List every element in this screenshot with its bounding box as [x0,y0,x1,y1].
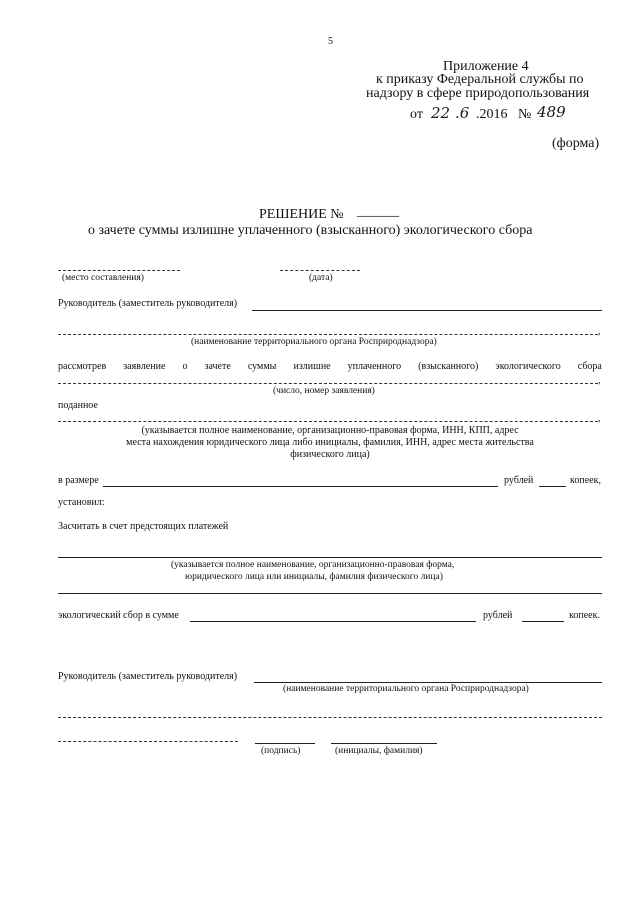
comma: , [598,326,601,337]
submitted-label: поданное [58,400,98,411]
place-caption: (место составления) [62,273,144,283]
payer-caption-line1: (указывается полное наименование, организационно-правовая форма, [171,560,455,570]
head-line-2[interactable] [254,682,602,683]
payer-line[interactable] [58,557,602,558]
handwritten-order-number: 489 [537,103,566,121]
handwritten-month: .6 [455,104,470,122]
handwritten-day: 22 [431,104,451,122]
appendix-title: Приложение 4 [443,59,529,74]
applicant-caption-line3: физического лица) [290,449,370,460]
considered-statement [58,361,602,372]
considered-word: уплаченного [347,361,402,372]
territorial-line[interactable] [58,334,598,335]
date-line[interactable] [280,270,360,271]
eco-fee-label: экологический сбор в сумме [58,610,179,621]
decision-title: РЕШЕНИЕ № [259,207,344,222]
head-label: Руководитель (заместитель руководителя) [58,298,238,309]
considered-word: заявление [123,361,166,372]
form-label: (форма) [552,136,600,151]
considered-word: о [182,361,188,372]
applicant-caption-line1: (указывается полное наименование, организационно-правовая форма, ИНН, КПП, адрес [141,425,519,436]
considered-word: излишне [293,361,331,372]
comma: , [598,413,601,424]
official-line[interactable] [58,717,602,718]
established-label: установил: [58,497,105,508]
order-number-label: № [518,107,532,122]
considered-word: суммы [247,361,277,372]
territorial-caption: (наименование территориального органа Росприроднадзора) [191,337,437,347]
date-year: .2016 [476,107,508,122]
applicant-caption-line2: места нахождения юридического лица либо инициалы, фамилия, ИНН, адрес места жительства [126,437,534,448]
considered-word: экологического [495,361,561,372]
considered-word: зачете [204,361,231,372]
offset-label: Засчитать в счет предстоящих платежей [58,521,229,532]
appendix-agency-line: надзору в сфере природопользования [366,86,590,101]
date-caption: (дата) [309,273,333,283]
decision-number-blank: ______ [357,204,399,219]
eco-fee-kopecks-line[interactable] [522,621,564,622]
signature-caption: (подпись) [261,746,301,756]
payer-extra-line[interactable] [58,593,602,594]
kopecks-label: копеек, [570,475,601,486]
initials-caption: (инициалы, фамилия) [335,746,423,756]
payer-caption-line2: юридического лица или инициалы, фамилия физического лица) [185,572,443,582]
applicant-line[interactable] [58,421,598,422]
position-line[interactable] [58,741,238,742]
signature-line[interactable] [255,743,315,744]
amount-label: в размере [58,475,99,486]
amount-rubles-line[interactable] [103,486,498,487]
eco-fee-rubles-line[interactable] [190,621,476,622]
amount-kopecks-line[interactable] [539,486,566,487]
considered-word: рассмотрев [58,361,107,372]
rubles-label: рублей [504,475,534,486]
place-line[interactable] [58,270,180,271]
considered-word: (взысканного) [418,361,479,372]
page-number: 5 [328,36,333,47]
head-line[interactable] [252,310,602,311]
decision-subtitle: о зачете суммы излишне уплаченного (взысканного) экологического сбора [88,223,533,238]
considered-word: сбора [577,361,602,372]
appendix-order-line: к приказу Федеральной службы по [376,72,584,87]
date-from-label: от [410,107,423,122]
initials-line[interactable] [331,743,437,744]
rubles-label-2: рублей [483,610,513,621]
application-number-line[interactable] [58,383,598,384]
comma: , [598,375,601,386]
application-number-caption: (число, номер заявления) [273,386,375,396]
kopecks-label-2: копеек. [569,610,600,621]
territorial-caption-2: (наименование территориального органа Росприроднадзора) [283,684,529,694]
head-label-2: Руководитель (заместитель руководителя) [58,671,238,682]
